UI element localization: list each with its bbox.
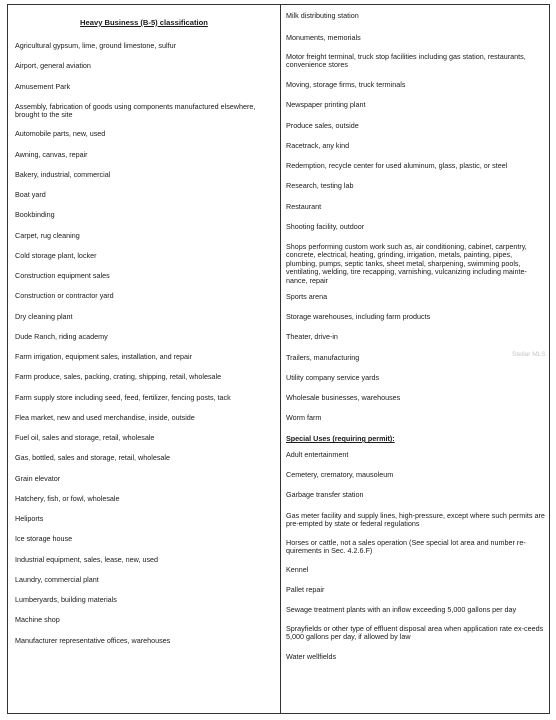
list-item: Horses or cattle, not a sales operation (See special lot area and number re-quirements in Sec. 4.2.6.F) (286, 538, 526, 556)
list-item: Cemetery, crematory, mausoleum (286, 470, 394, 479)
list-item: Water wellfields (286, 652, 337, 661)
list-item: Assembly, fabrication of goods using components manufactured elsewhere, brought to the site (15, 102, 256, 120)
list-item: Bookbinding (15, 210, 55, 219)
list-item: Pallet repair (286, 585, 325, 594)
list-item: Hatchery, fish, or fowl, wholesale (15, 494, 120, 503)
list-item: Kennel (286, 565, 309, 574)
list-item: Adult entertainment (286, 450, 349, 459)
list-item: Grain elevator (15, 474, 61, 483)
list-item: Newspaper printing plant (286, 100, 366, 109)
list-item: Restaurant (286, 202, 322, 211)
list-item: Farm produce, sales, packing, crating, shipping, retail, wholesale (15, 372, 222, 381)
list-item: Carpet, rug cleaning (15, 231, 80, 240)
list-item: Worm farm (286, 413, 322, 422)
list-item: Redemption, recycle center for used aluminum, glass, plastic, or steel (286, 161, 508, 170)
list-item: Sports arena (286, 292, 328, 301)
list-item: Airport, general aviation (15, 61, 91, 70)
list-item: Heliports (15, 514, 44, 523)
list-item: Machine shop (15, 615, 60, 624)
list-item: Automobile parts, new, used (15, 129, 106, 138)
list-item: Farm irrigation, equipment sales, installation, and repair (15, 352, 192, 361)
list-item: Industrial equipment, sales, lease, new, used (15, 555, 159, 564)
list-item: Dry cleaning plant (15, 312, 73, 321)
list-item: Lumberyards, building materials (15, 595, 117, 604)
list-item: Produce sales, outside (286, 121, 359, 130)
list-item: Sprayfields or other type of effluent disposal area when application rate ex-ceeds 5,000 gallons per day, if allowed by law (286, 624, 544, 642)
watermark: Stellar MLS (512, 351, 546, 358)
special-uses-heading: Special Uses (requiring permit): (286, 434, 395, 443)
list-item: Farm supply store including seed, feed, fertilizer, fencing posts, tack (15, 393, 231, 402)
list-item: Boat yard (15, 190, 46, 199)
list-item: Cold storage plant, locker (15, 251, 97, 260)
list-item: Sewage treatment plants with an inflow exceeding 5,000 gallons per day (286, 605, 517, 614)
list-item: Utility company service yards (286, 373, 380, 382)
list-item: Theater, drive-in (286, 332, 338, 341)
list-item: Research, testing lab (286, 181, 354, 190)
list-item: Moving, storage firms, truck terminals (286, 80, 406, 89)
list-item: Dude Ranch, riding academy (15, 332, 108, 341)
document-page (7, 4, 550, 714)
list-item: Storage warehouses, including farm products (286, 312, 431, 321)
list-item: Monuments, memorials (286, 33, 361, 42)
list-item: Flea market, new and used merchandise, inside, outside (15, 413, 195, 422)
list-item: Gas meter facility and supply lines, high-pressure, except where such permits are pre-empted by state or federal regulations (286, 511, 545, 529)
list-item: Amusement Park (15, 82, 71, 91)
list-item: Shops performing custom work such as, air conditioning, cabinet, carpentry, concrete, electrical, heating, grinding, irrigation, metals, painting, pipes, plumbing, pumps, septic tanks, sheet metal, sharpening, swimming pools, ventilating, welding, tire recapping, varnishing, vulcanizing including mainte-nance, repair (286, 242, 527, 285)
list-item: Agricultural gypsum, lime, ground limestone, sulfur (15, 41, 176, 50)
list-item: Wholesale businesses, warehouses (286, 393, 401, 402)
list-item: Construction or contractor yard (15, 291, 114, 300)
list-item: Fuel oil, sales and storage, retail, wholesale (15, 433, 155, 442)
list-item: Shooting facility, outdoor (286, 222, 365, 231)
list-item: Racetrack, any kind (286, 141, 350, 150)
list-item: Gas, bottled, sales and storage, retail, wholesale (15, 453, 171, 462)
list-item: Motor freight terminal, truck stop facilities including gas station, restaurants, convenience stores (286, 52, 526, 70)
right-column (281, 5, 549, 713)
classification-title: Heavy Business (B-5) classification (80, 18, 208, 27)
list-item: Ice storage house (15, 534, 73, 543)
list-item: Construction equipment sales (15, 271, 110, 280)
list-item: Awning, canvas, repair (15, 150, 88, 159)
list-item: Laundry, commercial plant (15, 575, 99, 584)
list-item: Bakery, industrial, commercial (15, 170, 111, 179)
list-item: Manufacturer representative offices, warehouses (15, 636, 171, 645)
list-item: Garbage transfer station (286, 490, 364, 499)
list-item: Milk distributing station (286, 11, 359, 20)
list-item: Trailers, manufacturing (286, 353, 360, 362)
